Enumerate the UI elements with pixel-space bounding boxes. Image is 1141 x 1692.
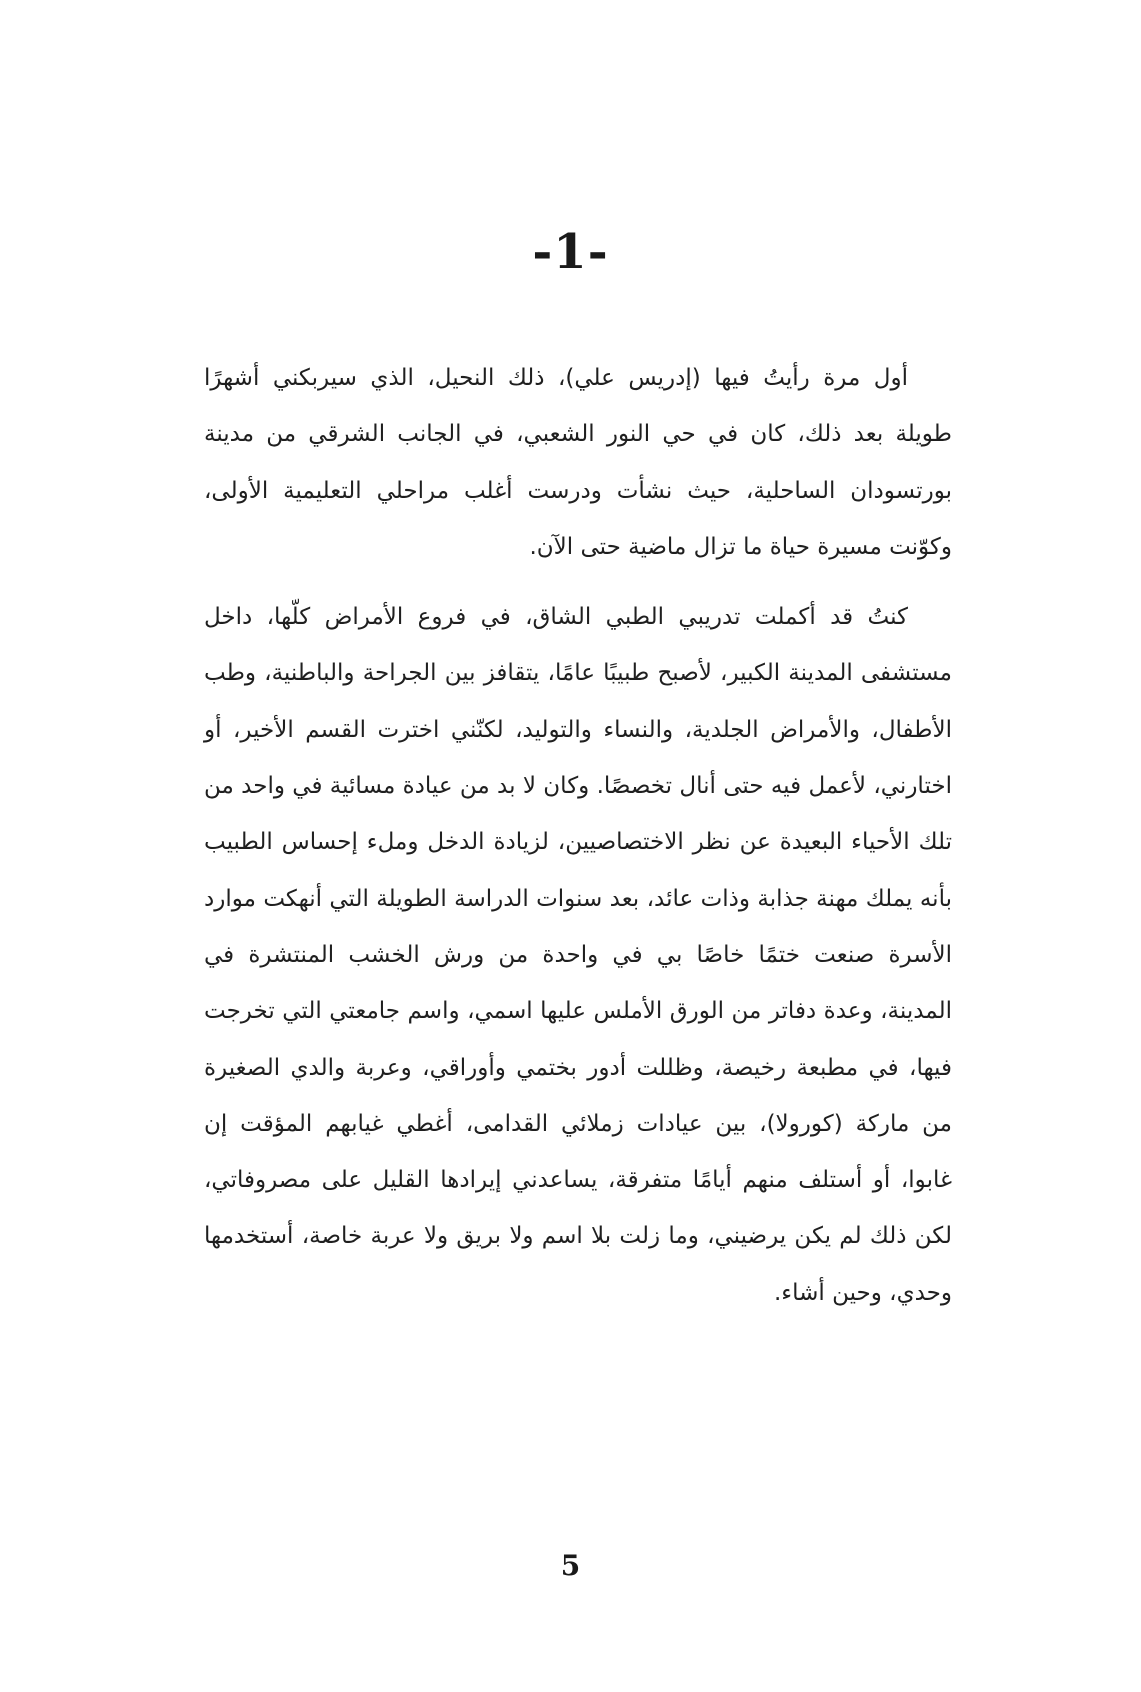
page-number: 5 <box>560 1549 581 1582</box>
paragraph-1: أول مرة رأيتُ فيها (إدريس علي)، ذلك النحيل، الذي سيربكني أشهرًا طويلة بعد ذلك، كان في حي النور الشعبي، في الجانب الشرقي من مدينة بورتسودان الساحلية، حيث نشأت ودرست أغلب مراحلي التعليمية الأولى، وكوّنت مسيرة حياة ما تزال ماضية حتى الآن. <box>204 365 952 560</box>
body-text <box>204 350 952 1321</box>
paragraph-2: كنتُ قد أكملت تدريبي الطبي الشاق، في فروع الأمراض كلّها، داخل مستشفى المدينة الكبير، لأصبح طبيبًا عامًا، يتقافز بين الجراحة والباطنية، وطب الأطفال، والأمراض الجلدية، والنساء والتوليد، لكنّني اخترت القسم الأخير، أو اختارني، لأعمل فيه حتى أنال تخصصًا. وكان لا بد من عيادة مسائية في واحد من تلك الأحياء البعيدة عن نظر الاختصاصيين، لزيادة الدخل وملء إحساس الطبيب بأنه يملك مهنة جذابة وذات عائد، بعد سنوات الدراسة الطويلة التي أنهكت موارد الأسرة صنعت ختمًا خاصًا بي في واحدة من ورش الخشب المنتشرة في المدينة، وعدة دفاتر من الورق الأملس عليها اسمي، واسم جامعتي التي تخرجت فيها، في مطبعة رخيصة، وظللت أدور بختمي وأوراقي، وعربة والدي الصغيرة من ماركة (كورولا)، بين عيادات زملائي القدامى، أغطي غيابهم المؤقت إن غابوا، أو أستلف منهم أيامًا متفرقة، يساعدني إيرادها القليل على مصروفاتي، لكن ذلك لم يكن يرضيني، وما زلت بلا اسم ولا بريق ولا عربة خاصة، أستخدمها وحدي، وحين أشاء. <box>204 604 952 1306</box>
chapter-heading: -1- <box>532 224 609 280</box>
